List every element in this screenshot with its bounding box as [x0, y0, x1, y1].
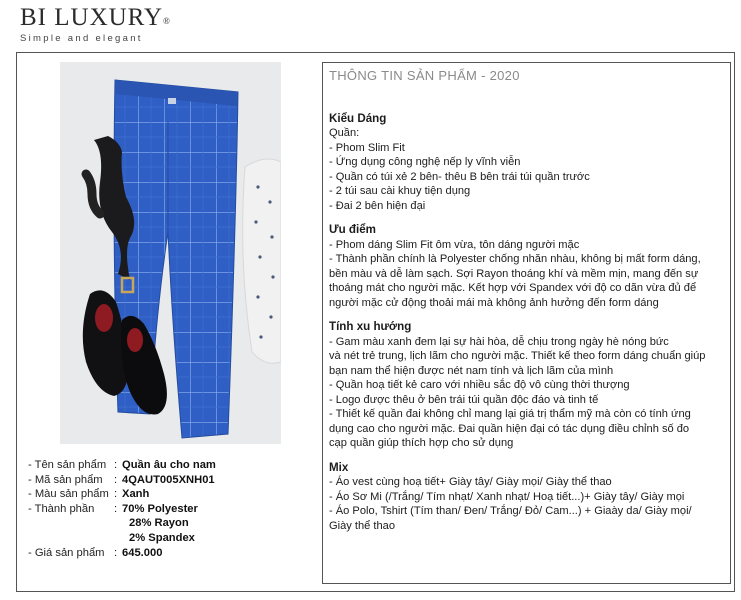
section-line: - Ứng dụng công nghệ nếp ly vĩnh viễn	[329, 156, 521, 168]
spec-separator: :	[114, 502, 118, 515]
section-title: Tính xu hướng	[329, 320, 412, 333]
brand-logo	[20, 4, 171, 44]
composition-values	[122, 502, 198, 546]
section-line: dụng cao cho người mặc. Đai quần hiện đại có tác dụng điều chỉnh số đo	[329, 422, 690, 435]
section-line: - 2 túi sau cài khuy tiện dụng	[329, 185, 471, 197]
brand-tagline: Simple and elegant	[20, 33, 143, 44]
section-trend	[329, 320, 724, 451]
composition-item: 28% Rayon	[129, 517, 189, 530]
section-style	[329, 112, 724, 214]
section-line: Quần:	[329, 127, 360, 139]
spec-label: - Giá sản phẩm	[28, 546, 105, 559]
section-line: - Gam màu xanh đem lại sự hài hòa, dễ chịu trong ngày hè nóng bức	[329, 335, 669, 348]
section-line: người mặc cử động thoải mái mà không ảnh hưởng đến form dáng	[329, 296, 659, 309]
section-advantages	[329, 223, 724, 310]
section-title: Ưu điểm	[329, 223, 376, 236]
info-title: THÔNG TIN SẢN PHẨM - 2020	[329, 68, 520, 83]
section-line: cạp quần giúp thích hợp cho sử dụng	[329, 437, 514, 449]
spec-product-code	[28, 473, 216, 488]
product-name-value: Quần âu cho nam	[122, 459, 216, 471]
spec-separator: :	[114, 488, 118, 501]
section-line: bền màu và dễ làm sạch. Sợi Rayon thoáng khí và mềm mịn, mang đến sự	[329, 267, 699, 280]
composition-item: 2% Spandex	[129, 531, 195, 544]
spec-separator: :	[114, 546, 118, 559]
spec-composition	[28, 502, 216, 546]
product-info-panel	[322, 62, 731, 584]
spec-label: - Tên sản phẩm	[28, 459, 107, 471]
section-line: - Quần hoạ tiết kẻ caro với nhiều sắc độ vô cùng thời thượng	[329, 379, 630, 391]
spec-label: - Thành phần	[28, 502, 95, 515]
section-line: bạn nam thể hiện được nét nam tính và lịch lãm của mình	[329, 364, 614, 377]
spec-price	[28, 546, 216, 561]
section-line: Giày thể thao	[329, 519, 395, 532]
registered-mark: ®	[163, 16, 171, 26]
spec-separator: :	[114, 473, 118, 486]
section-line: - Phom Slim Fit	[329, 141, 405, 154]
section-line: và nét trẻ trung, lịch lãm cho người mặc. Thiết kế theo form dáng chuẩn giúp	[329, 350, 706, 362]
product-code-value: 4QAUT005XNH01	[122, 473, 215, 486]
spec-label: - Màu sản phẩm	[28, 488, 109, 501]
section-title: Kiểu Dáng	[329, 111, 387, 125]
section-line: - Thiết kế quần đai không chỉ mang lại giá trị thẩm mỹ mà còn có tính ứng	[329, 408, 691, 420]
section-line: - Logo được thêu ở bên trái túi quần độc đáo và tinh tế	[329, 393, 599, 406]
product-photo	[60, 62, 281, 444]
section-mix	[329, 461, 724, 534]
section-line: - Phom dáng Slim Fit ôm vừa, tôn dáng người mặc	[329, 238, 580, 251]
composition-item: 70% Polyester	[122, 502, 198, 515]
spec-separator: :	[114, 459, 118, 471]
section-title: Mix	[329, 460, 349, 474]
spec-color	[28, 487, 216, 502]
section-line: - Áo vest cùng hoạ tiết+ Giày tây/ Giày mọi/ Giày thể thao	[329, 476, 612, 488]
brand-name: BI LUXURY	[20, 4, 164, 31]
spec-label: - Mã sản phẩm	[28, 473, 103, 486]
spec-product-name	[28, 458, 216, 473]
section-line: - Áo Polo, Tshirt (Tím than/ Đen/ Trắng/ Đỏ/ Cam...) + Giaày da/ Giày mọi/	[329, 505, 692, 517]
section-line: - Quần có túi xẻ 2 bên- thêu B bên trái túi quần trước	[329, 170, 590, 183]
price-value: 645.000	[122, 546, 163, 559]
color-value: Xanh	[122, 488, 150, 501]
section-line: - Đai 2 bên hiện đại	[329, 199, 426, 212]
product-specs	[28, 458, 216, 560]
section-line: - Thành phần chính là Polyester chống nhăn nhàu, không bị mất form dáng,	[329, 253, 701, 265]
section-line: - Áo Sơ Mi (/Trắng/ Tím nhạt/ Xanh nhạt/ Hoạ tiết...)+ Giày tây/ Giày mọi	[329, 490, 685, 503]
section-line: thoáng mát cho người mặc. Kết hợp với Spandex với độ co dãn vừa đủ để	[329, 282, 697, 294]
